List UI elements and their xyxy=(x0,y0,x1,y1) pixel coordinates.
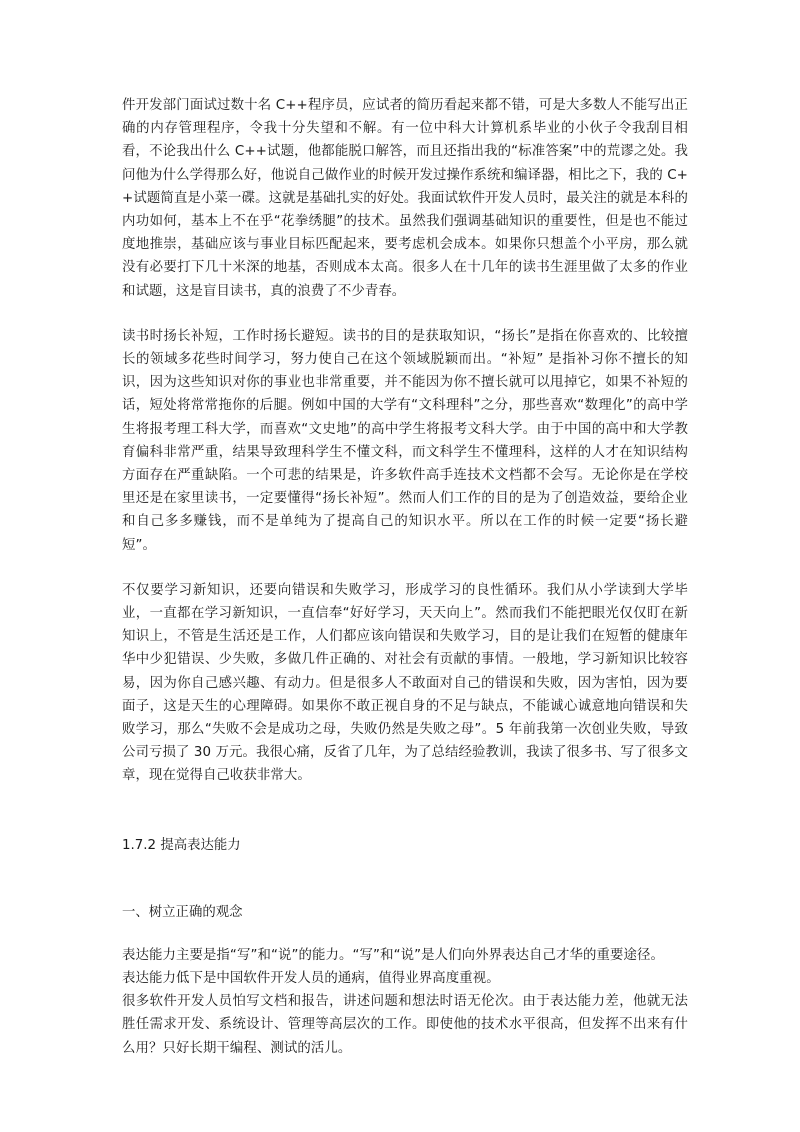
paragraph-expression-problem: 表达能力低下是中国软件开发人员的通病，值得业界高度重视。 xyxy=(122,970,500,986)
subsection-heading: 一、树立正确的观念 xyxy=(122,904,243,920)
spacer xyxy=(122,557,688,579)
paragraph-learning-from-mistakes: 不仅要学习新知识，还要向错误和失败学习，形成学习的良性循环。我们从小学读到大学毕业，一直都在学习新知识，一直信奉“好好学习，天天向上”。然而我们不能把眼光仅仅盯在新知识上，不管是生活还是工作，人们都应该向错误和失败学习，目的是让我们在短暂的健康年华中少犯错误、少失败，多做几件正确的、对社会有贡献的事情。一般地，学习新知识比较容易，因为你自己感兴趣、有动力。但是很多人不敢面对自己的错误和失败，因为害怕，因为要面子，这是天生的心理障碍。如果你不敢正视自身的不足与缺点，不能诚心诚意地向错误和失败学习，那么“失败不会是成功之母，失败仍然是失败之母”。5 年前我第一次创业失败，导致公司亏损了 30 万元。我很心痛，反省了几年，为了总结经验教训，我读了很多书、写了很多文章，现在觉得自己收获非常大。 xyxy=(122,582,688,784)
paragraph-basics: 件开发部门面试过数十名 C++程序员，应试者的简历看起来都不错，可是大多数人不能写出正确的内存管理程序，令我十分失望和不解。有一位中科大计算机系毕业的小伙子令我刮目相看，不论我出什么 C++试题，他都能脱口解答，而且还指出我的“标准答案”中的荒谬之处。我问他为什么学得那么好，他说自己做作业的时候开发过操作系统和编译器，相比之下，我的 C++试题简直是小菜一碟。这就是基础扎实的好处。我面试软件开发人员时，最关注的就是本科的内功如何，基本上不在乎“花拳绣腿”的技术。虽然我们强调基础知识的重要性，但是也不能过度地推崇，基础应该与事业目标匹配起来，要考虑机会成本。如果你只想盖个小平房，那么就没有必要打下几十米深的地基，否则成本太高。很多人在十几年的读书生涯里做了太多的作业和试题，这是盲目读书，真的浪费了不少青春。 xyxy=(122,98,688,299)
paragraph-strengths: 读书时扬长补短，工作时扬长避短。读书的目的是获取知识，“扬长”是指在你喜欢的、比较擅长的领域多花些时间学习，努力使自己在这个领域脱颖而出。“补短” 是指补习你不擅长的知识，因为这些知识对你的事业也非常重要，并不能因为你不擅长就可以甩掉它，如果不补短的话，短处将常常拖你的后腿。例如中国的大学有“文科理科”之分，那些喜欢“数理化”的高中学生将报考理工科大学，而喜欢“文史地”的高中学生将报考文科大学。由于中国的高中和大学教育偏科非常严重，结果导致理科学生不懂文科，而文科学生不懂理科，这样的人才在知识结构方面存在严重缺陷。一个可悲的结果是，许多软件高手连技术文档都不会写。无论你是在学校里还是在家里读书，一定要懂得“扬长补短”。然而人们工作的目的是为了创造效益，要给企业和自己多多赚钱，而不是单纯为了提高自己的知识水平。所以在工作的时候一定要“扬长避短”。 xyxy=(122,328,688,553)
section-heading: 1.7.2 提高表达能力 xyxy=(122,837,241,853)
paragraph-expression-consequence: 很多软件开发人员怕写文档和报告，讲述问题和想法时语无伦次。由于表达能力差，他就无法胜任需求开发、系统设计、管理等高层次的工作。即使他的技术水平很高，但发挥不出来有什么用？只好长期干编程、测试的活儿。 xyxy=(122,994,688,1056)
document-page xyxy=(122,94,688,1060)
spacer xyxy=(122,788,688,834)
spacer xyxy=(122,857,688,901)
spacer xyxy=(122,924,688,944)
paragraph-expression-definition: 表达能力主要是指“写”和“说”的能力。“写”和“说”是人们向外界表达自己才华的重要途径。 xyxy=(122,947,664,963)
spacer xyxy=(122,303,688,325)
